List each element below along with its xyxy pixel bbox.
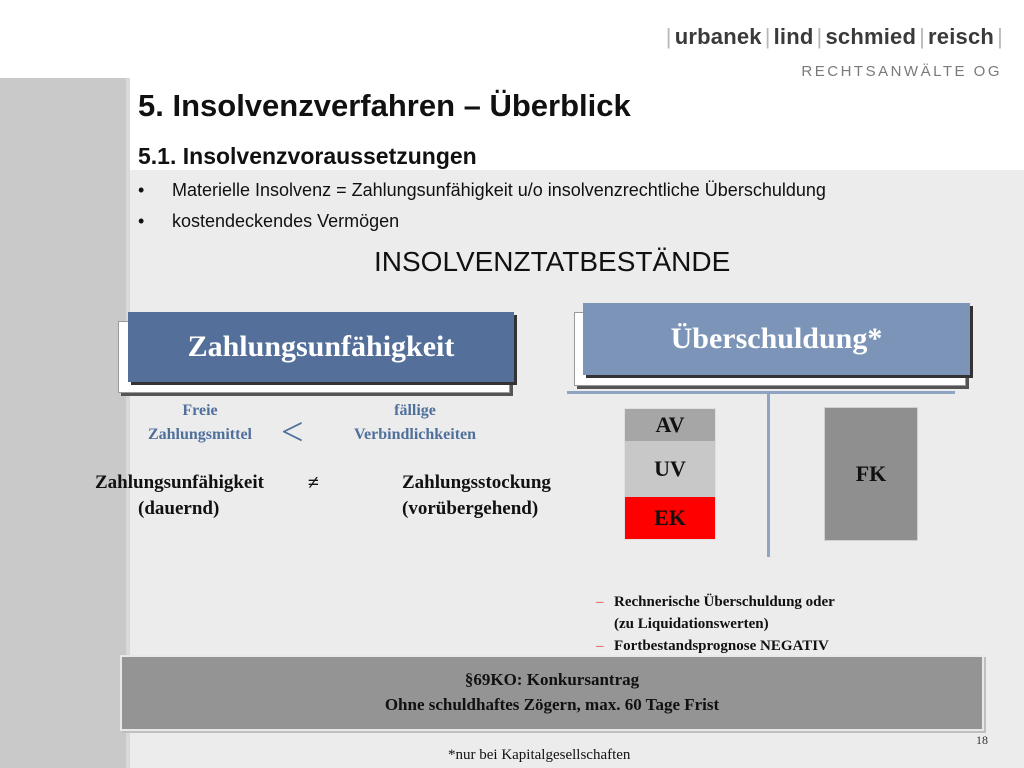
zahlungsunfaehigkeit-box: Zahlungsunfähigkeit	[128, 312, 514, 382]
term-zahlungsstockung: Zahlungsstockung	[402, 472, 551, 493]
balance-cell-av: AV	[625, 409, 715, 441]
criteria-text: (zu Liquidationswerten)	[614, 616, 769, 632]
balance-vertical-line	[767, 391, 770, 557]
criteria-marker: –	[596, 638, 604, 654]
bullet-text: kostendeckendes Vermögen	[172, 211, 400, 231]
term-dauernd: (dauernd)	[138, 498, 220, 519]
criteria-marker: –	[596, 594, 604, 610]
label-line: fällige	[394, 402, 436, 419]
criteria-item	[596, 591, 835, 613]
label-line: Zahlungsmittel	[147, 426, 252, 443]
balance-assets-stack	[624, 408, 716, 540]
bullet-item	[138, 211, 399, 232]
balance-cell-ek: EK	[625, 497, 715, 539]
konkurs-line-1: §69KO: Konkursantrag	[464, 670, 640, 689]
left-side-bar	[0, 78, 126, 768]
footnote: *nur bei Kapitalgesellschaften	[448, 747, 631, 763]
label-line: Freie	[182, 402, 218, 419]
section-heading: INSOLVENZTATBESTÄNDE	[374, 246, 731, 277]
criteria-list	[596, 591, 835, 657]
freie-zahlungsmittel-label	[128, 399, 272, 447]
logo-part: urbanek	[674, 24, 762, 49]
criteria-item	[596, 635, 835, 657]
term-voruebergehend: (vorübergehend)	[402, 498, 539, 519]
bullet-marker: •	[138, 180, 145, 200]
not-equal-sign: ≠	[308, 472, 319, 494]
faellige-verbindlichkeiten-label	[330, 399, 500, 447]
logo-part: schmied	[825, 24, 917, 49]
konkurs-line-2: Ohne schuldhaftes Zögern, max. 60 Tage Frist	[384, 695, 720, 714]
logo-part: lind	[773, 24, 814, 49]
balance-cell-uv: UV	[625, 441, 715, 497]
criteria-text: Fortbestandsprognose NEGATIV	[614, 638, 829, 654]
logo-part: reisch	[928, 24, 995, 49]
bullet-marker: •	[138, 211, 145, 231]
balance-cell-fk: FK	[824, 407, 918, 541]
slide-title: 5. Insolvenzverfahren – Überblick	[138, 88, 631, 123]
page-number: 18	[976, 733, 988, 747]
term-zahlungsunfaehigkeit: Zahlungsunfähigkeit	[95, 472, 264, 493]
bullet-text: Materielle Insolvenz = Zahlungsunfähigkeit u/o insolvenzrechtliche Überschuldung	[172, 180, 826, 200]
slide-subtitle: 5.1. Insolvenzvoraussetzungen	[138, 143, 477, 169]
bullet-item	[138, 180, 826, 201]
criteria-item-continued	[596, 613, 835, 635]
logo-subtitle: RECHTSANWÄLTE OG	[801, 63, 1002, 80]
balance-horizontal-line	[567, 391, 955, 394]
label-line: Verbindlichkeiten	[353, 426, 477, 443]
criteria-text: Rechnerische Überschuldung oder	[614, 594, 835, 610]
less-than-sign: <	[281, 409, 304, 454]
firm-logo: | urbanek | lind | schmied | reisch |	[665, 24, 1003, 49]
ueberschuldung-box: Überschuldung*	[583, 303, 970, 375]
konkursantrag-box	[120, 655, 984, 731]
